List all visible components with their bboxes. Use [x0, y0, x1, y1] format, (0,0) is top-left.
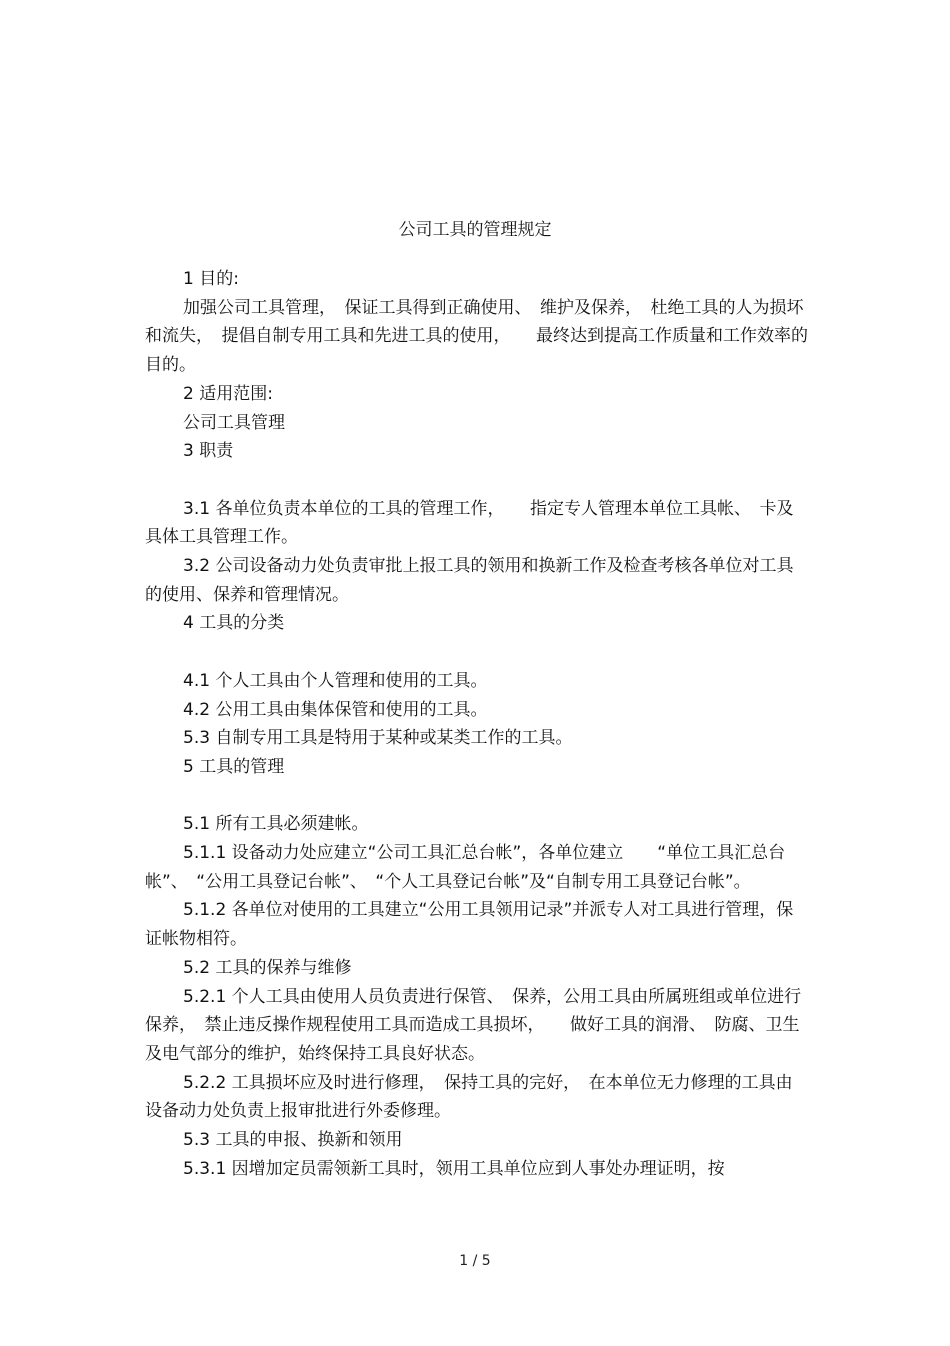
paragraph: 1 目的:: [183, 269, 239, 289]
paragraph: 5 工具的管理: [183, 756, 285, 777]
paragraph: 4.1 个人工具由个人管理和使用的工具。: [183, 670, 488, 691]
blank-line: [145, 782, 809, 811]
paragraph: 3 职责: [183, 441, 234, 462]
paragraph: 加强公司工具管理， 保证工具得到正确使用、 维护及保养， 杜绝工具的人为损坏和流失， 提倡自制专用工具和先进工具的使用， 最终达到提高工作质量和工作效率的目的。: [145, 297, 808, 376]
paragraph: 5.2 工具的保养与维修: [183, 957, 352, 978]
document-body: [145, 265, 809, 1183]
blank-line: [145, 638, 809, 667]
paragraph: 5.2.2 工具损坏应及时进行修理， 保持工具的完好， 在本单位无力修理的工具由设备动力处负责上报审批进行外委修理。: [145, 1072, 793, 1122]
paragraph: 5.3 工具的申报、换新和领用: [183, 1130, 403, 1151]
paragraph: 4 工具的分类: [183, 613, 285, 634]
page-number: 1 / 5: [459, 1253, 491, 1269]
paragraph: 3.2 公司设备动力处负责审批上报工具的领用和换新工作及检查考核各单位对工具的使用、保养和管理情况。: [145, 556, 794, 605]
document-title: 公司工具的管理规定: [398, 220, 552, 240]
paragraph: 5.1 所有工具必须建帐。: [183, 814, 369, 835]
paragraph: 4.2 公用工具由集体保管和使用的工具。: [183, 699, 488, 720]
paragraph: 5.1.2 各单位对使用的工具建立“公用工具领用记录”并派专人对工具进行管理，保证帐物相符。: [145, 900, 794, 950]
blank-line: [145, 466, 809, 495]
paragraph: 3.1 各单位负责本单位的工具的管理工作， 指定专人管理本单位工具帐、 卡及具体工具管理工作。: [145, 498, 794, 548]
paragraph: 公司工具管理: [183, 412, 285, 433]
paragraph: 5.3.1 因增加定员需领新工具时，领用工具单位应到人事处办理证明，按: [183, 1158, 725, 1179]
paragraph: 5.3 自制专用工具是特用于某种或某类工作的工具。: [183, 728, 573, 749]
paragraph: 5.1.1 设备动力处应建立“公司工具汇总台帐”，各单位建立 “单位工具汇总台帐”、 “公用工具登记台帐”、 “个人工具登记台帐”及“自制专用工具登记台帐”。: [145, 843, 786, 892]
paragraph: 5.2.1 个人工具由使用人员负责进行保管、 保养，公用工具由所属班组或单位进行保养， 禁止违反操作规程使用工具而造成工具损坏， 做好工具的润滑、 防腐、卫生及电气部分的维护，始终保持工具良好状态。: [145, 986, 802, 1064]
paragraph: 2 适用范围:: [183, 383, 273, 404]
